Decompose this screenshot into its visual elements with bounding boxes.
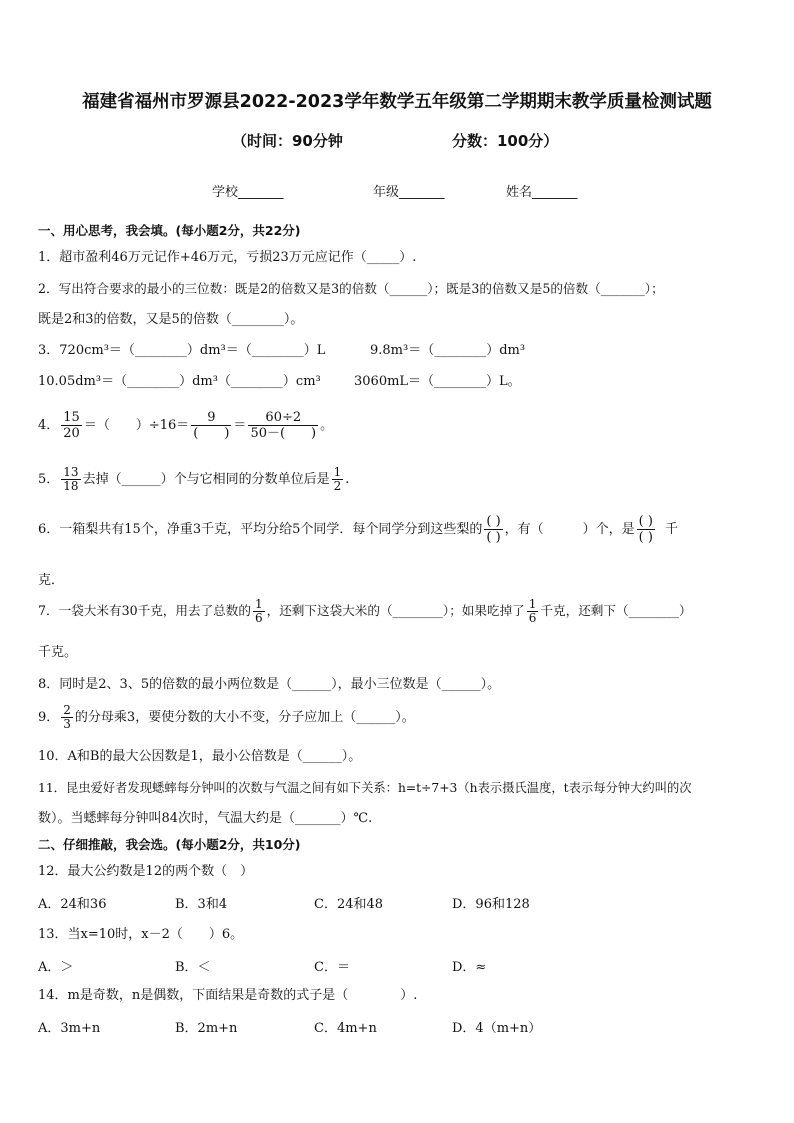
exam-time: （时间：90分钟 <box>232 132 343 150</box>
section-1-heading: 一、用心思考，我会填。(每小题2分，共22分) <box>38 223 301 238</box>
grade-field: 年级_______ <box>373 185 445 200</box>
q9-numerator: 2 <box>63 703 71 717</box>
q7-f2-denominator: 6 <box>528 611 537 625</box>
q6-f2-numerator: ( ) <box>638 514 653 529</box>
q7-f2-numerator: 1 <box>528 597 537 611</box>
q4-equals: ＝ <box>233 418 247 433</box>
q7-f1-numerator: 1 <box>254 597 263 611</box>
q6-fraction-1 <box>484 514 502 545</box>
q7-text-1: 7．一袋大米有30千克，用去了总数的 <box>38 603 251 618</box>
question-5 <box>38 466 349 493</box>
q4-f3-denominator: 50－( ) <box>250 426 317 441</box>
question-8: 8．同时是2、3、5的倍数的最小两位数是（______），最小三位数是（______）。 <box>38 677 501 692</box>
exam-score: 分数：100分） <box>452 132 559 150</box>
q6-text-3: 千 <box>664 522 678 537</box>
q5-f1-denominator: 18 <box>63 479 79 493</box>
q13-option-b: B．＜ <box>175 960 211 975</box>
question-11-line-2: 数）。当蟋蟀每分钟叫84次时，气温大约是（_______）℃. <box>38 811 373 826</box>
q6-f1-numerator: ( ) <box>486 514 501 529</box>
question-7-continued: 千克。 <box>38 645 78 660</box>
question-10: 10．A和B的最大公因数是1，最小公倍数是（______）。 <box>38 749 362 764</box>
q4-f3-numerator: 60÷2 <box>248 410 318 426</box>
q4-fraction-2 <box>191 410 231 441</box>
question-1: 1．超市盈利46万元记作+46万元，亏损23万元应记作（_____）. <box>38 250 417 265</box>
question-13: 13．当x=10时，x－2（ ）6。 <box>38 927 244 942</box>
question-11-line-1: 11．昆虫爱好者发现蟋蟀每分钟叫的次数与气温之间有如下关系：h=t÷7+3（h表示摄氏温度，t表示每分钟大约叫的次 <box>38 781 692 795</box>
q12-option-c: C．24和48 <box>314 897 384 912</box>
section-2-heading: 二、仔细推敲，我会选。(每小题2分，共10分) <box>38 837 301 852</box>
q5-suffix: . <box>345 472 350 487</box>
q6-fraction-2 <box>637 514 655 545</box>
school-field: 学校_______ <box>212 185 284 200</box>
q5-fraction-1 <box>61 466 80 493</box>
q7-fraction-2 <box>527 598 539 625</box>
q12-option-b: B．3和4 <box>175 897 228 912</box>
q9-prefix: 9． <box>38 710 60 725</box>
q9-denominator: 3 <box>63 717 71 731</box>
question-3-part-3: 10.05dm³＝（________）dm³（________）cm³ <box>38 374 321 389</box>
q13-option-a: A．＞ <box>38 960 74 975</box>
q5-f2-denominator: 2 <box>333 479 342 493</box>
question-3-part-1: 3．720cm³＝（________）dm³＝（________）L <box>38 343 326 358</box>
q5-f1-numerator: 13 <box>63 465 79 479</box>
q5-f2-numerator: 1 <box>333 465 342 479</box>
question-12: 12．最大公约数是12的两个数（ ） <box>38 864 254 879</box>
q5-middle: 去掉（______）个与它相同的分数单位后是 <box>82 472 330 487</box>
q4-f2-numerator: 9 <box>191 410 231 426</box>
q4-f2-denominator: ( ) <box>193 426 230 441</box>
q4-middle: ＝（ ）÷16＝ <box>83 418 190 433</box>
q4-f1-numerator: 15 <box>63 410 80 425</box>
q4-suffix: 。 <box>320 418 334 433</box>
q5-fraction-2 <box>332 466 344 493</box>
q12-option-a: A．24和36 <box>38 897 107 912</box>
name-field: 姓名_______ <box>506 185 578 200</box>
question-6-continued: 克． <box>38 573 65 588</box>
question-2-line-2: 既是2和3的倍数，又是5的倍数（________）。 <box>38 312 304 327</box>
q7-f1-denominator: 6 <box>254 611 263 625</box>
q4-fraction-3 <box>248 410 318 441</box>
q6-text-1: 6．一箱梨共有15个，净重3千克，平均分给5个同学．每个同学分到这些梨的 <box>38 522 483 537</box>
q7-fraction-1 <box>253 598 265 625</box>
q6-f1-denominator: ( ) <box>486 530 501 545</box>
q12-option-d: D．96和128 <box>452 897 530 912</box>
question-9 <box>38 704 415 731</box>
q7-text-2: ，还剩下这袋大米的（________）；如果吃掉了 <box>266 603 525 618</box>
q14-option-d: D．4（m+n） <box>452 1021 542 1036</box>
q14-option-c: C．4m+n <box>314 1021 377 1036</box>
question-7 <box>38 598 692 625</box>
q9-fraction <box>61 704 73 731</box>
question-3-part-2: 9.8m³＝（________）dm³ <box>370 343 526 358</box>
q13-option-c: C．＝ <box>314 960 350 975</box>
question-3-part-4: 3060mL＝（________）L。 <box>354 374 521 389</box>
q13-option-d: D．≈ <box>452 960 487 975</box>
question-4 <box>38 410 333 441</box>
q9-text: 的分母乘3，要使分数的大小不变，分子应加上（______）。 <box>74 710 415 725</box>
q14-option-a: A．3m+n <box>38 1021 101 1036</box>
q4-prefix: 4． <box>38 418 60 433</box>
q4-fraction-1 <box>61 410 82 441</box>
q14-option-b: B．2m+n <box>175 1021 238 1036</box>
q5-prefix: 5． <box>38 472 60 487</box>
question-14: 14．m是奇数，n是偶数，下面结果是奇数的式子是（ ）. <box>38 988 418 1003</box>
q6-f2-denominator: ( ) <box>638 530 653 545</box>
question-2-line-1: 2．写出符合要求的最小的三位数：既是2的倍数又是3的倍数（______）；既是3的倍数又是5的倍数（_______）； <box>38 281 664 296</box>
q4-f1-denominator: 20 <box>63 426 80 441</box>
question-6 <box>38 514 678 545</box>
q7-text-3: 千克，还剩下（________） <box>540 603 692 618</box>
q6-text-2: ，有（ ）个，是 <box>504 522 635 537</box>
page-title: 福建省福州市罗源县2022-2023学年数学五年级第二学期期末教学质量检测试题 <box>82 92 712 112</box>
